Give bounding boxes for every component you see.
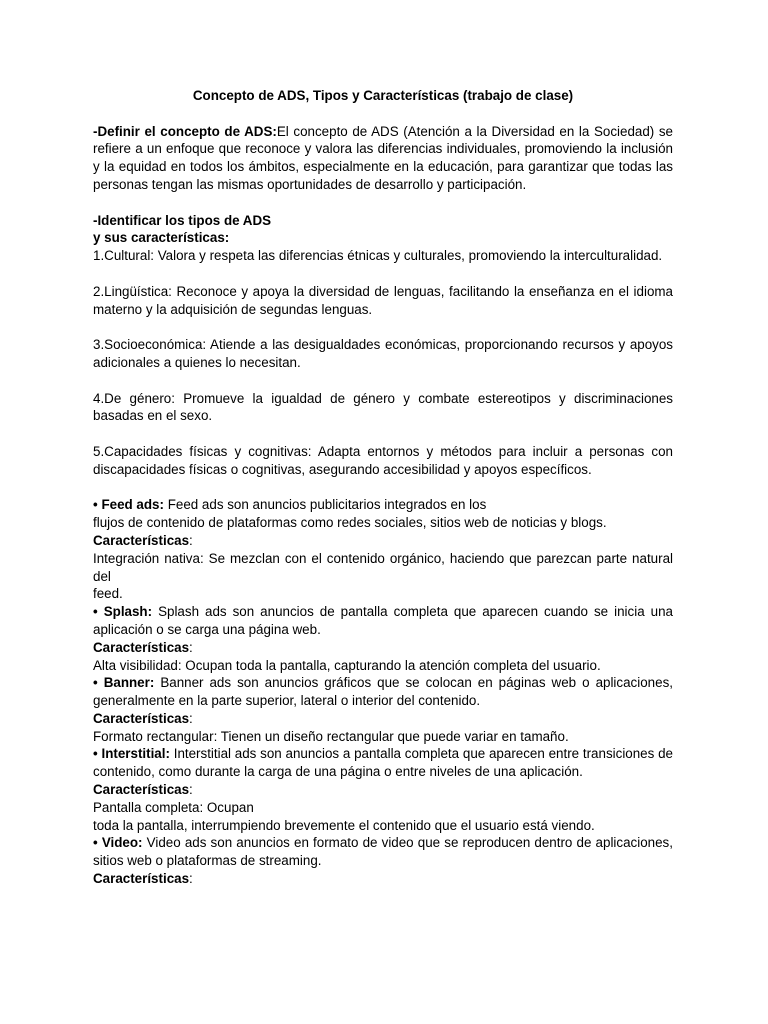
format-splash: • Splash: Splash ads son anuncios de pantalla completa que aparecen cuando se inicia una aplicación o se carga una página web. [93,604,673,637]
format-splash-char-1: Alta visibilidad: Ocupan toda la pantalla, capturando la atención completa del usuario. [93,657,601,673]
types-heading-2: y sus características: [93,230,230,246]
format-interstitial-name: Interstitial: [101,746,170,762]
type-item-linguistica: 2.Lingüística: Reconoce y apoya la diversidad de lenguas, facilitando la enseñanza en el idioma materno y la adquisición de segundas lenguas. [93,283,673,317]
definition-text: El concepto de ADS (Atención a la Diversidad en la Sociedad) se refiere a un enfoque que reconoce y valora las diferencias individuales, promoviendo la inclusión y la equidad en todos los ámbitos, especialmente en la educación, para garantizar que todas las personas tengan las mismas oportunidades de desarrollo y participación. [93,123,674,192]
format-feed-line2: flujos de contenido de plataformas como redes sociales, sitios web de noticias y blogs. [93,515,607,531]
document-title: Concepto de ADS, Tipos y Características (trabajo de clase) [192,88,574,103]
type-item-cultural: 1.Cultural: Valora y respeta las diferencias étnicas y culturales, promoviendo la interculturalidad. [93,248,663,264]
format-feed-line1: • Feed ads: Feed ads son anuncios publicitarios integrados en los [93,497,487,513]
bullet-icon: • [93,604,98,620]
format-banner-char-label: Características: [93,710,193,726]
format-video: • Video: Video ads son anuncios en formato de video que se reproducen dentro de aplicaciones, sitios web o plataformas de streaming. [93,835,673,869]
bullet-icon: • [93,835,98,851]
type-item-socioeconomica: 3.Socioeconómica: Atiende a las desigualdades económicas, proporcionando recursos y apoyos adicionales a quienes lo necesitan. [93,337,673,370]
bullet-icon: • [93,497,98,513]
format-interstitial-char-label: Características: [93,782,193,798]
format-interstitial-char-1: Pantalla completa: Ocupan [93,799,254,815]
format-splash-char-label: Características: [93,639,193,655]
definition-heading: -Definir el concepto de ADS: [93,123,277,139]
definition-paragraph [93,123,673,194]
format-feed-char-1: Integración nativa: Se mezclan con el contenido orgánico, haciendo que parezcan parte natural del [93,550,673,584]
format-feed-char-2: feed. [93,586,123,602]
format-banner-char-1: Formato rectangular: Tienen un diseño rectangular que puede variar en tamaño. [93,728,569,744]
format-splash-name: Splash: [103,604,153,620]
format-video-name: Video: [101,835,143,851]
format-banner-name: Banner: [103,675,155,691]
format-interstitial: • Interstitial: Interstitial ads son anuncios a pantalla completa que aparecen entre transiciones de contenido, como durante la carga de una página o entre niveles de una aplicación. [93,746,673,780]
type-item-genero: 4.De género: Promueve la igualdad de género y combate estereotipos y discriminaciones basadas en el sexo. [93,390,673,424]
format-video-char-label: Características: [93,871,193,887]
format-banner: • Banner: Banner ads son anuncios gráficos que se colocan en páginas web o aplicaciones, generalmente en la parte superior, lateral o interior del contenido. [93,675,673,709]
types-heading-1: -Identificar los tipos de ADS [93,212,272,228]
type-item-capacidades: 5.Capacidades físicas y cognitivas: Adapta entornos y métodos para incluir a personas con discapacidades físicas o cognitivas, asegurando accesibilidad y apoyos específicos. [93,443,673,477]
document-body [93,87,673,888]
bullet-icon: • [93,746,98,762]
format-feed-char-label: Características: [93,532,193,548]
format-feed-name: Feed ads: [101,497,164,513]
format-interstitial-char-2: toda la pantalla, interrumpiendo brevemente el contenido que el usuario está viendo. [93,817,595,833]
bullet-icon: • [93,675,98,691]
